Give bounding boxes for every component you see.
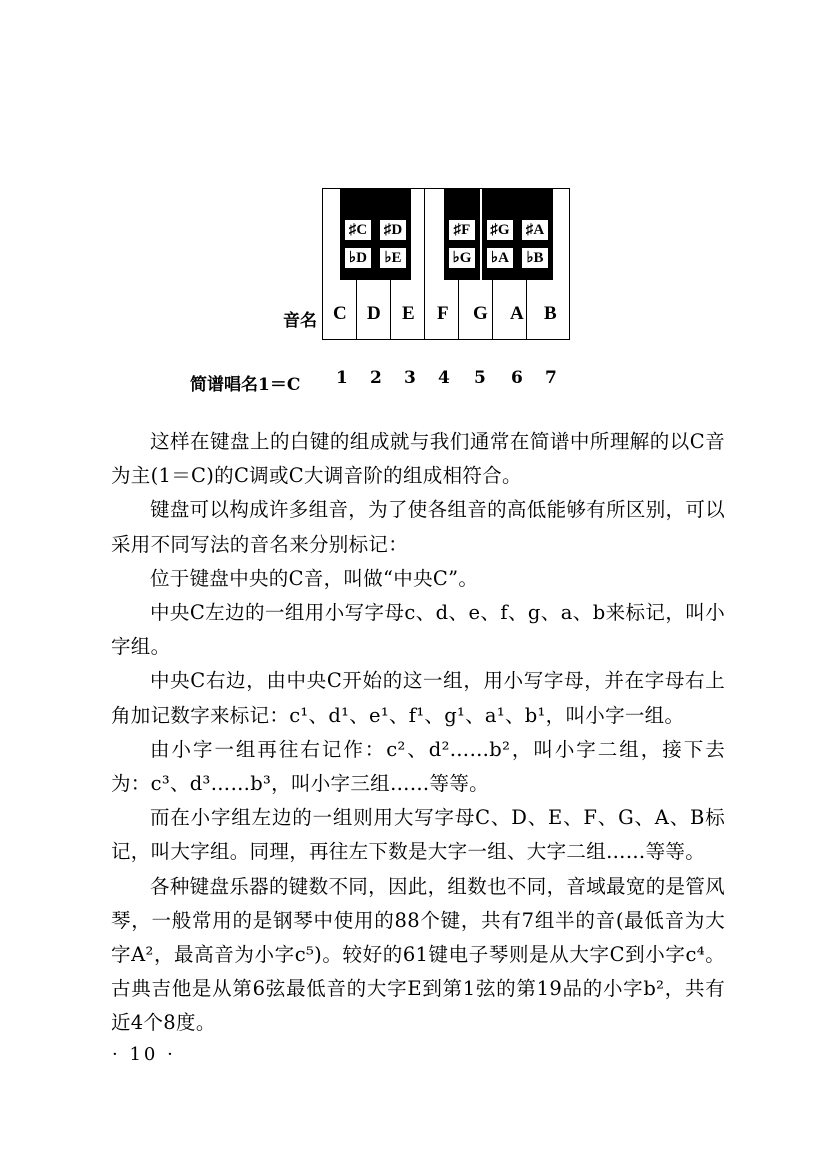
solfa-number: 1	[336, 368, 348, 388]
black-key-sharp-label: ♯C	[343, 218, 373, 242]
solfa-number: 4	[438, 368, 450, 388]
note-label-f: F	[437, 303, 449, 324]
note-label-e: E	[402, 303, 415, 324]
black-key-flat-label: ♭D	[343, 246, 373, 270]
solfa-number: 7	[545, 368, 557, 388]
paragraph: 中央C右边，由中央C开始的这一组，用小写字母，并在字母右上角加记数字来标记：c¹、d¹、e¹、f¹、g¹、a¹、b¹，叫小字一组。	[111, 669, 725, 727]
black-key-flat-label: ♭G	[447, 246, 477, 270]
note-label-g: G	[473, 303, 488, 324]
note-label-c: C	[333, 303, 347, 324]
black-key-as-bb	[517, 188, 553, 280]
solfa-number: 6	[511, 368, 523, 388]
solfa-number: 3	[404, 368, 416, 388]
black-key-flat-label: ♭A	[485, 246, 515, 270]
page-number: · 10 ·	[112, 1044, 176, 1065]
note-names-label: 音名	[283, 311, 317, 331]
keyboard-figure	[0, 0, 824, 400]
paragraph: 键盘可以构成许多组音，为了使各组音的高低能够有所区别，可以采用不同写法的音名来分别标记：	[111, 498, 725, 556]
black-key-sharp-label: ♯G	[485, 218, 515, 242]
solfa-label: 简谱唱名1＝C	[190, 375, 301, 395]
body-text	[111, 425, 725, 1041]
solfa-number: 2	[370, 368, 382, 388]
paragraph: 而在小字组左边的一组则用大写字母C、D、E、F、G、A、B标记，叫大字组。同理，再往左下数是大字一组、大字二组……等等。	[111, 806, 725, 864]
black-key-sharp-label: ♯F	[447, 218, 477, 242]
black-key-sharp-label: ♯D	[378, 218, 408, 242]
paragraph: 这样在键盘上的白键的组成就与我们通常在简谱中所理解的以C音为主(1＝C)的C调或C大调音阶的组成相符合。	[111, 430, 725, 488]
solfa-number: 5	[474, 368, 486, 388]
paragraph: 由小字一组再往右记作：c²、d²……b²，叫小字二组，接下去为：c³、d³……b³，叫小字三组……等等。	[111, 737, 725, 796]
black-key-flat-label: ♭B	[520, 246, 550, 270]
note-label-a: A	[510, 303, 524, 324]
paragraph: 各种键盘乐器的键数不同，因此，组数也不同，音域最宽的是管风琴，一般常用的是钢琴中使用的88个键，共有7组半的音(最低音为大字A²，最高音为小字c⁵)。较好的61键电子琴则是从大字C到小字c⁴。古典吉他是从第6弦最低音的大字E到第1弦的第19品的小字b²，共有近4个8度。	[111, 874, 725, 1035]
black-key-sharp-label: ♯A	[520, 218, 550, 242]
black-key-cs-db	[340, 188, 376, 280]
black-key-fs-gb	[444, 188, 480, 280]
paragraph: 位于键盘中央的C音，叫做“中央C”。	[150, 566, 479, 590]
note-label-d: D	[367, 303, 381, 324]
black-key-flat-label: ♭E	[378, 246, 408, 270]
note-label-b: B	[544, 303, 557, 324]
black-key-ds-eb	[375, 188, 411, 280]
paragraph: 中央C左边的一组用小写字母c、d、e、f、g、a、b来标记，叫小字组。	[111, 601, 725, 659]
black-key-gs-ab	[482, 188, 518, 280]
